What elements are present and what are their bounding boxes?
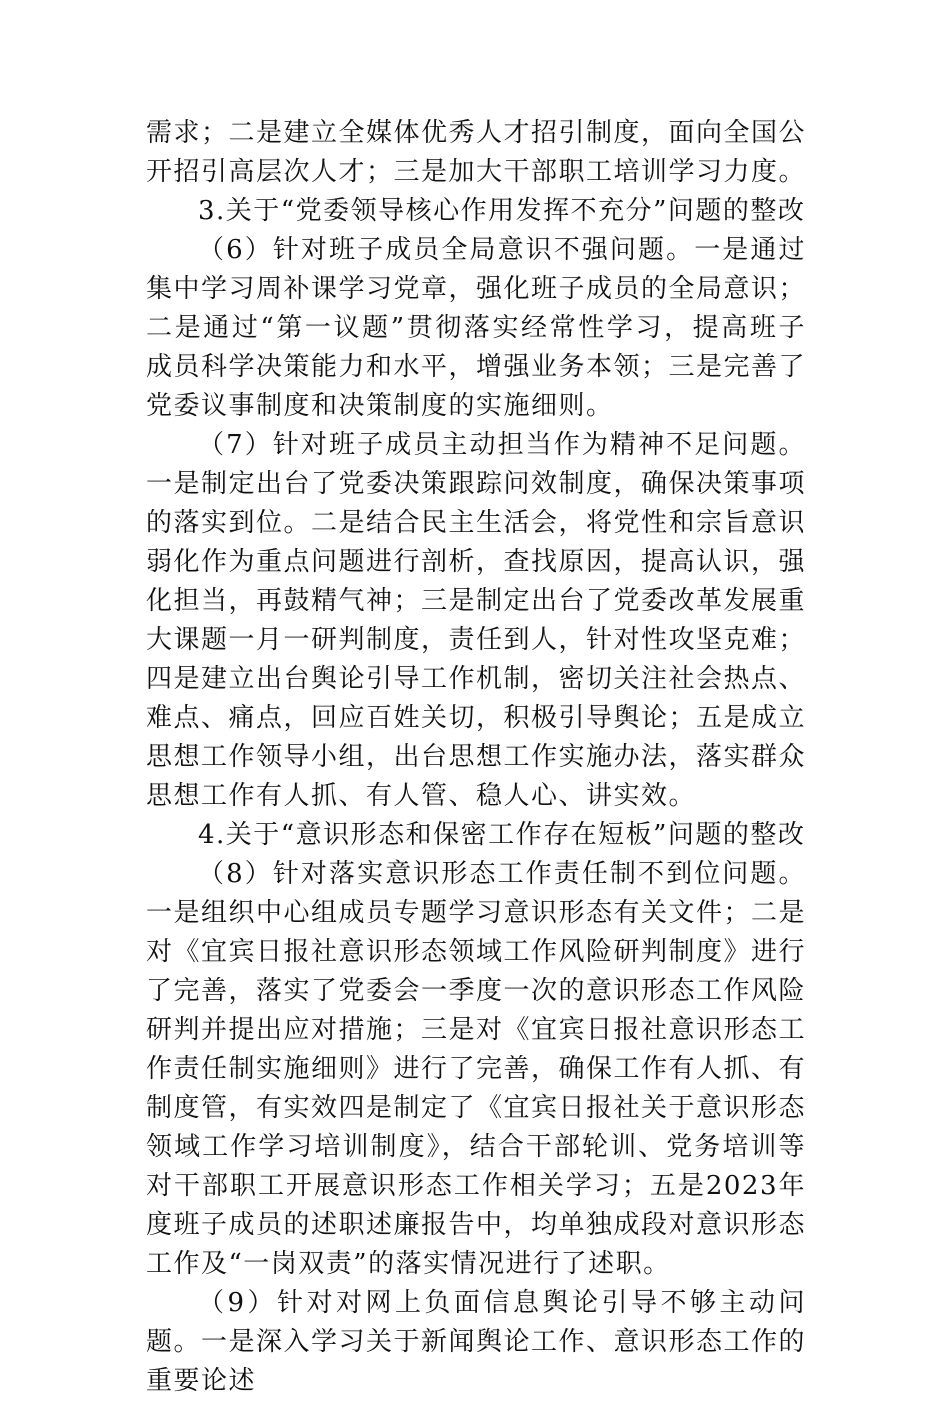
paragraph-item-7: （7）针对班子成员主动担当作为精神不足问题。一是制定出台了党委决策跟踪问效制度，确保决策事项的落实到位。二是结合民主生活会，将党性和宗旨意识弱化作为重点问题进行剖析，查找原因，提高认识，强化担当，再鼓精气神；三是制定出台了党委改革发展重大课题一月一研判制度，责任到人，针对性攻坚克难；四是建立出台舆论引导工作机制，密切关注社会热点、难点、痛点，回应百姓关切，积极引导舆论；五是成立思想工作领导小组，出台思想工作实施办法，落实群众思想工作有人抓、有人管、稳人心、讲实效。 <box>146 430 807 811</box>
paragraph-item-8: （8）针对落实意识形态工作责任制不到位问题。一是组织中心组成员专题学习意识形态有关文件；二是对《宜宾日报社意识形态领域工作风险研判制度》进行了完善，落实了党委会一季度一次的意识形态工作风险研判并提出应对措施；三是对《宜宾日报社意识形态工作责任制实施细则》进行了完善，确保工作有人抓、有制度管，有实效四是制定了《宜宾日报社关于意识形态领域工作学习培训制度》，结合干部轮训、党务培训等对干部职工开展意识形态工作相关学习；五是2023年度班子成员的述职述廉报告中，均单独成段对意识形态工作及“一岗双责”的落实情况进行了述职。 <box>146 859 807 1279</box>
document-page <box>146 114 806 1401</box>
paragraph-continuation: 需求；二是建立全媒体优秀人才招引制度，面向全国公开招引高层次人才；三是加大干部职工培训学习力度。 <box>146 118 807 187</box>
paragraph-item-6: （6）针对班子成员全局意识不强问题。一是通过集中学习周补课学习党章，强化班子成员的全局意识；二是通过“第一议题”贯彻落实经常性学习，提高班子成员科学决策能力和水平，增强业务本领；三是完善了党委议事制度和决策制度的实施细则。 <box>146 235 807 421</box>
section-heading-4: 4.关于“意识形态和保密工作存在短板”问题的整改 <box>198 820 806 850</box>
paragraph-item-9: （9）针对对网上负面信息舆论引导不够主动问题。一是深入学习关于新闻舆论工作、意识形态工作的重要论述 <box>146 1288 807 1396</box>
section-heading-3: 3.关于“党委领导核心作用发挥不充分”问题的整改 <box>198 196 806 226</box>
